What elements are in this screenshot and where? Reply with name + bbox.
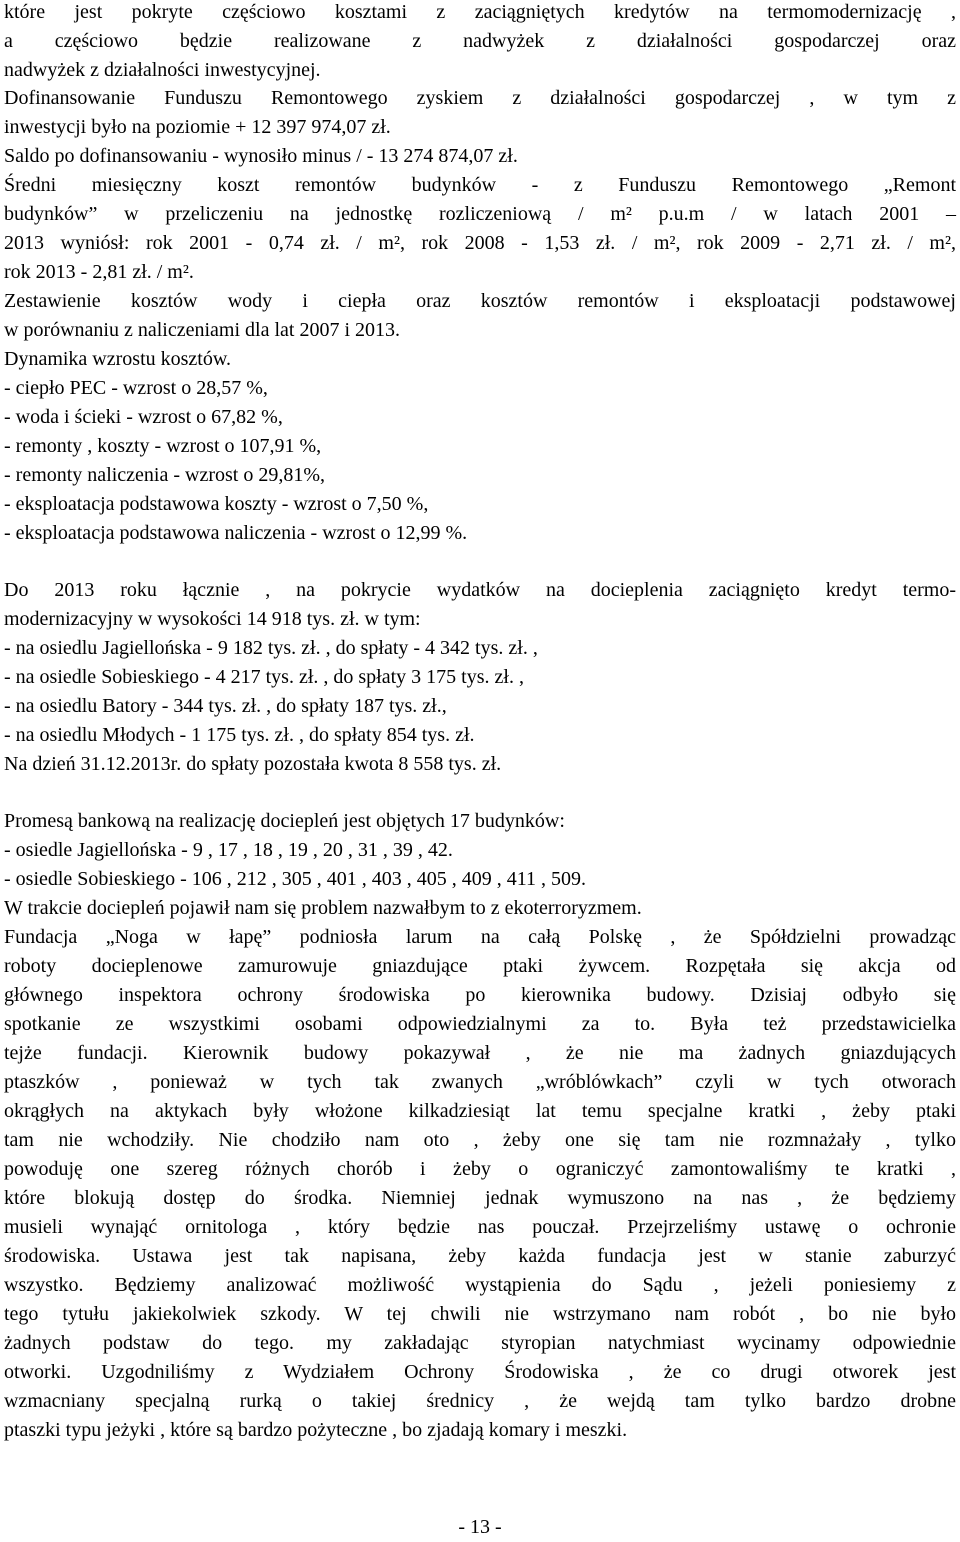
list-item: - osiedle Jagiellońska - 9 , 17 , 18 , 19 , 20 , 31 , 39 , 42. xyxy=(4,839,453,861)
list-item: - ciepło PEC - wzrost o 28,57 %, xyxy=(4,377,268,399)
text-line: inwestycji było na poziomie + 12 397 974,07 zł. xyxy=(4,116,391,138)
text-line: nadwyżek z działalności inwestycyjnej. xyxy=(4,59,321,81)
text-line: wszystko. Będziemy analizować możliwość wystąpienia do Sądu , jeżeli poniesiemy z xyxy=(4,1274,956,1296)
text-line: ptaszków , ponieważ w tych tak zwanych „wróblówkach” czyli w tych otworach xyxy=(4,1071,956,1093)
text-line: roboty docieplenowe zamurowuje gniazdujące ptaki żywcem. Rozpętała się akcja od xyxy=(4,955,956,977)
text-line: tam nie wchodziły. Nie chodziło nam oto , żeby one się tam nie rozmnażały , tylko xyxy=(4,1129,956,1151)
text-line: spotkanie ze wszystkimi osobami odpowiedzialnymi za to. Była też przedstawicielka xyxy=(4,1013,956,1035)
text-line: powoduję one szereg różnych chorób i żeby o ograniczyć zamontowaliśmy te kratki , xyxy=(4,1158,956,1180)
text-line: musieli wynająć ornitologa , który będzie nas pouczał. Przejrzeliśmy ustawę o ochronie xyxy=(4,1216,956,1238)
text-line: ptaszki typu jeżyki , które są bardzo pożyteczne , bo zjadają komary i meszki. xyxy=(4,1419,628,1441)
text-line: modernizacyjny w wysokości 14 918 tys. zł. w tym: xyxy=(4,608,421,630)
text-line: Średni miesięczny koszt remontów budynków - z Funduszu Remontowego „Remont xyxy=(4,174,956,196)
text-line: W trakcie dociepleń pojawił nam się problem nazwałbym to z ekoterroryzmem. xyxy=(4,897,642,919)
text-line: budynków” w przeliczeniu na jednostkę rozliczeniową / m² p.u.m / w latach 2001 – xyxy=(4,203,956,225)
text-line: Do 2013 roku łącznie , na pokrycie wydatków na docieplenia zaciągnięto kredyt termo- xyxy=(4,579,956,601)
text-line: Promesą bankową na realizację dociepleń jest objętych 17 budynków: xyxy=(4,810,565,832)
text-line: żadnych podstaw do tego. my zakładając styropian natychmiast wycinamy odpowiednie xyxy=(4,1332,956,1354)
text-line: głównego inspektora ochrony środowiska po kierownika budowy. Dzisiaj odbyło się xyxy=(4,984,956,1006)
text-line: które blokują dostęp do środka. Niemniej jednak wymuszono na nas , że będziemy xyxy=(4,1187,956,1209)
text-line: Na dzień 31.12.2013r. do spłaty pozostała kwota 8 558 tys. zł. xyxy=(4,753,502,775)
text-line: otworki. Uzgodniliśmy z Wydziałem Ochrony Środowiska , że co drugi otworek jest xyxy=(4,1361,956,1383)
text-line: Zestawienie kosztów wody i ciepła oraz kosztów remontów i eksploatacji podstawowej xyxy=(4,290,956,312)
text-line: Saldo po dofinansowaniu - wynosiło minus / - 13 274 874,07 zł. xyxy=(4,145,518,167)
list-item: - remonty naliczenia - wzrost o 29,81%, xyxy=(4,464,326,486)
text-line: wzmacniany specjalną rurką o takiej średnicy , że wejdą tam tylko bardzo drobne xyxy=(4,1390,956,1412)
text-line: 2013 wyniósł: rok 2001 - 0,74 zł. / m², rok 2008 - 1,53 zł. / m², rok 2009 - 2,71 zł. / m², xyxy=(4,232,956,254)
text-line: Dofinansowanie Funduszu Remontowego zyskiem z działalności gospodarczej , w tym z xyxy=(4,87,956,109)
text-line: rok 2013 - 2,81 zł. / m². xyxy=(4,261,194,283)
list-item: - na osiedle Sobieskiego - 4 217 tys. zł. , do spłaty 3 175 tys. zł. , xyxy=(4,666,524,688)
text-line: tego tytułu jakiekolwiek szkody. W tej chwili nie wstrzymano nam robót , bo nie było xyxy=(4,1303,956,1325)
list-item: - na osiedlu Młodych - 1 175 tys. zł. , do spłaty 854 tys. zł. xyxy=(4,724,475,746)
text-line: tejże fundacji. Kierownik budowy pokazywał , że nie ma żadnych gniazdujących xyxy=(4,1042,956,1064)
list-item: - woda i ścieki - wzrost o 67,82 %, xyxy=(4,406,283,428)
text-line: które jest pokryte częściowo kosztami z zaciągniętych kredytów na termomodernizację , xyxy=(4,1,956,23)
list-item: - eksploatacja podstawowa naliczenia - wzrost o 12,99 %. xyxy=(4,522,468,544)
page-number: - 13 - xyxy=(458,1516,502,1538)
text-line: Dynamika wzrostu kosztów. xyxy=(4,348,231,370)
list-item: - eksploatacja podstawowa koszty - wzrost o 7,50 %, xyxy=(4,493,429,515)
text-line: w porównaniu z naliczeniami dla lat 2007 i 2013. xyxy=(4,319,401,341)
list-item: - remonty , koszty - wzrost o 107,91 %, xyxy=(4,435,322,457)
list-item: - na osiedlu Jagiellońska - 9 182 tys. zł. , do spłaty - 4 342 tys. zł. , xyxy=(4,637,538,659)
list-item: - na osiedlu Batory - 344 tys. zł. , do spłaty 187 tys. zł., xyxy=(4,695,447,717)
text-line: środowiska. Ustawa jest tak napisana, żeby każda fundacja jest w stanie zaburzyć xyxy=(4,1245,956,1267)
list-item: - osiedle Sobieskiego - 106 , 212 , 305 , 401 , 403 , 405 , 409 , 411 , 509. xyxy=(4,868,587,890)
text-line: a częściowo będzie realizowane z nadwyżek z działalności gospodarczej oraz xyxy=(4,30,956,52)
text-line: okrągłych na aktykach były włożone kilkadziesiąt lat temu specjalne kratki , żeby ptaki xyxy=(4,1100,956,1122)
text-line: Fundacja „Noga w łapę” podniosła larum na całą Polskę , że Spółdzielni prowadząc xyxy=(4,926,956,948)
